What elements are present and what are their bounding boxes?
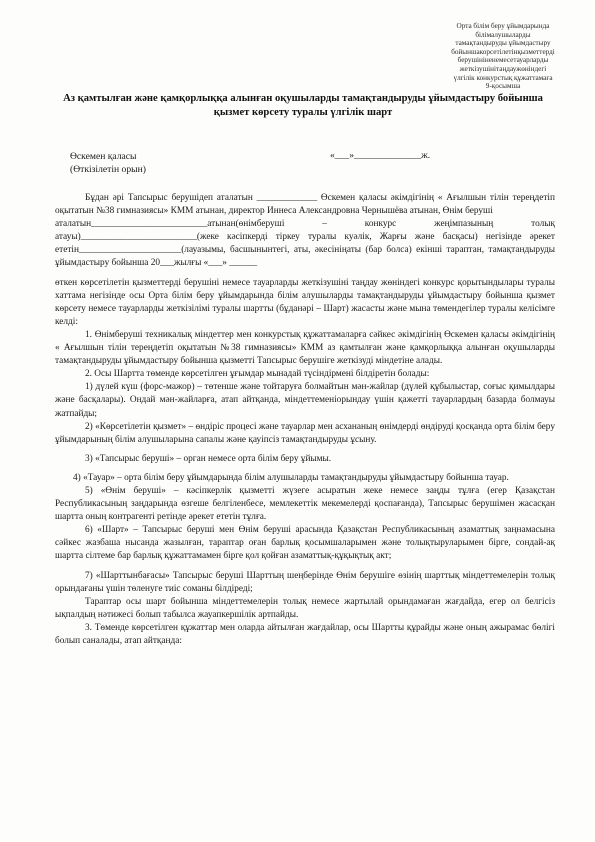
paragraph-preamble: өткен көрсетілетін қызметтерді берушіні немесе тауарларды жеткізушіні таңдау жөніндегі конкурс қорытындылары туралы хаттама негізінде осы Орта білім беру ұйымдарында білім алушыларды тамақтандыруды ұйымдастыру бойынша қызмет көрсету немесе тауарларды жеткізілімі туралы шартты (бұданәрі – Шарт) жасасты және мына төмендегілер туралы келісімге келді: — [55, 277, 555, 327]
date-line: «___»______________ж. — [330, 150, 431, 161]
definition-contract-price: 7) «Шарттынбағасы» Тапсырыс беруші Шарттың шеңберінде Өнім берушіге өзінің шарттық міндеттемелерін толық орындағаны үшін төленуге тиіс соманы білдіреді; — [55, 570, 555, 594]
definition-supplier: 5) «Өнім беруші» – кәсіпкерлік қызметті жүзеге асыратын жеке немесе заңды тұлға (егер Қазақстан Республикасының заңдарында өзгеше белгіленбесе, мемлекеттік мекемелерді қоспағанда), Тапсырыс берушімен жасасқан шартта оның контрагенті ретінде әрекет ететін тұлға. — [55, 485, 555, 523]
clause-1: 1. Өнімберуші техникалық міндеттер мен конкурстық құжаттамаларға сәйкес әкімдігінің Өскемен қаласы әкімдігінің « Ағылшын тілін тереңдетіп оқытатын №38 гимназиясы» КММ аз қамтылған және қамқорлыққа алынған оқушыларды тамақтандыруды ұйымдастыру бойынша қызметті Тапсырыс берушіге жеткізуді міндетіне алады. — [55, 329, 555, 367]
city-note: (Өткізілетін орын) — [70, 164, 146, 175]
paragraph-parties-intro: Бұдан әрі Тапсырыс берушідеп аталатын _____________ Өскемен қаласы әкімдігінің « Ағылшын тілін тереңдетіп оқытатын №38 гимназиясы» КММ атынан, директор Иннеса Александровна Чернышёва атынан, Өнім беруші — [55, 193, 555, 217]
definition-goods: 4) «Тауар» – орта білім беру ұйымдарында білім алушыларды тамақтандыруды ұйымдастыру бойынша тауар. — [73, 472, 509, 483]
clause-2: 2. Осы Шартта төменде көрсетілген ұғымдар мынадай түсіндірмені білдіретін болады: — [85, 369, 430, 380]
appendix-note-line: үлгілік конкурстық құжаттамаға — [453, 73, 553, 82]
appendix-note — [428, 22, 578, 91]
appendix-note-line: 9-қосымша — [485, 82, 521, 91]
definition-customer: 3) «Тапсырыс беруші» – орган немесе орта білім беру ұйымы. — [85, 453, 332, 464]
definition-contract: 6) «Шарт» – Тапсырыс беруші мен Өнім беруші арасында Қазақстан Республикасының азаматтық заңнамасына сәйкес жазбаша нысанда жазылған, тараптар оған барлық қосымшаларымен және толықтыруларымен бірге, сондай-ақ шартта сілтеме бар барлық құжаттамамен бірге қол қойған азаматтық-құқықтық акт; — [55, 525, 555, 562]
appendix-note-line: жеткізушінітаңдаужөніндегі — [459, 64, 547, 73]
appendix-note-line: берушініненемесетауарларды — [457, 56, 549, 65]
appendix-note-line: тамақтандыруды ұйымдастыру — [455, 39, 551, 48]
document-title: Аз қамтылған және қамқорлыққа алынған оқушыларды тамақтандыруды ұйымдастыру бойынша қызмет көрсету туралы үлгілік шарт — [63, 93, 543, 118]
paragraph-liability: Тараптар осы шарт бойынша міндеттемелерін толық немесе жартылай орындамаған жағдайда, егер ол белгісіз ықпалдың нәтижесі болып табылса жауапкершілік артпайды. — [55, 596, 555, 620]
clause-3: 3. Төменде көрсетілген құжаттар мен оларда айтылған жағдайлар, осы Шартты құрайды және оның ажырамас бөлігі болып саналады, атап айтқанда: — [55, 622, 555, 646]
appendix-note-line: білімалушыларды — [475, 30, 531, 39]
place-block — [70, 150, 146, 176]
appendix-note-line: Орта білім беру ұйымдарында — [456, 22, 550, 30]
paragraph-supplier-details: аталатын_________________________атынан(өнімберуші – конкурс жеңімпазының толық атауы)_________________________(жеке кәсіпкерді тіркеу туралы куәлік, Жарғы және басқасы) негізінде әрекет ететін______________________(лауазымы, басшынынтегі, аты, әкесініңаты (бар болса) екінші тараптан, тамақтандыруды ұйымдастыру бойынша 20___жылғы «___» ______ — [55, 219, 555, 269]
city-name: Өскемен қаласы — [70, 151, 137, 162]
definition-service: 2) «Көрсетілетін қызмет» – өндіріс процесі және тауарлар мен асхананың өнімдерді өндіруді қосқанда орта білім беру ұйымдарының білім алушыларына сапалы және қауіпсіз тамақтандыруды ұсыну. — [55, 421, 555, 445]
definition-force-majeure: 1) дүлей күш (форс-мажор) – төтенше және тойтаруға болмайтын мән-жайлар (дүлей құбылыстар, соғыс қимылдары және басқалары). Ондай мән-жайларға, атап айтқанда, міндеттеменіорындау үшін қажетті тауарлардың базарда болмауы жатпайды; — [55, 382, 555, 419]
appendix-note-line: бойыншакорсетілетінқызметтерді — [451, 47, 555, 56]
document-body — [55, 192, 555, 648]
